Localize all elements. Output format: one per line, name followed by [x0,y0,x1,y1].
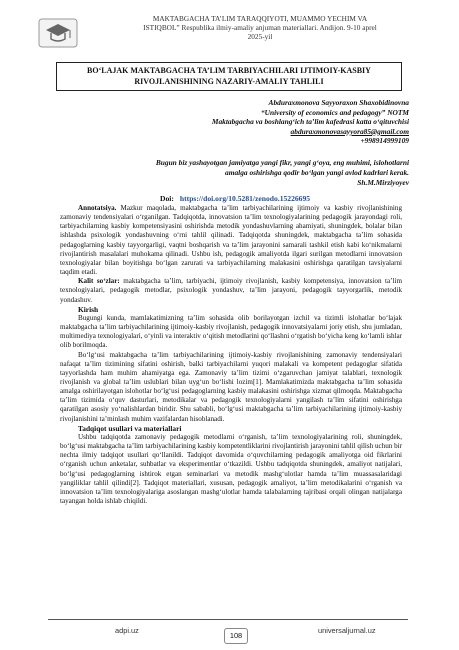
article-body [60,204,402,506]
intro-paragraph-2: Bo‘lg‘usi maktabgacha ta’lim tarbiyachilarining ijtimoiy-kasbiy rivojlanishining zamonaviy tendensiyalari nafaqat ta’lim tizimining sifatini oshirish, balki tarbiyachilarni yuqori malakali va kompetent pedagoglar sifatida tayyorlashda ham muhim ahamiyatga ega. Zamonaviy ta’lim tizimi o‘zgaruvchan jamiyat talablari, texnologik rivojlanish va global ta’lim uslublari bilan uyg‘un bo‘lishi lozim[1]. Mamlakatimizda maktabgacha ta’lim sohasida amalga oshirilayotgan islohotlar bo‘lg‘usi pedagoglarning kasbiy malakasini oshirishga xizmat qilmoqda. Maktabgacha ta’lim tizimida o‘quv dasturlari, metodikalar va pedagogik texnologiyalarni yangilash ta’lim sifatini oshirishga qaratilgan asosiy yo‘nalishlardan biridir. Shu sababli, bo‘lg‘usi maktabgacha ta’lim tarbiyachilarining ijtimoiy-kasbiy rivojlanishini ta’minlash muhim vazifalardan hisoblanadi. [60,350,402,423]
epigraph-source: Sh.M.Mirziyoyev [357,178,409,187]
footer-site-left[interactable]: adpi.uz [115,626,139,635]
journal-header-line1: MAKTABGACHA TA’LIM TARAQQIYOTI, MUAMMO YECHIM VA [152,14,368,23]
keywords-text: maktabgacha ta’lim, tarbiyachi, ijtimoiy rivojlanish, kasbiy kompetensiya, innovatsion ta’lim texnologiyalari, pedagogik metodlar, psixologik yondashuv, ta’lim jarayoni, pedagogik tayyorgarlik, metodik yondashuv. [60,277,402,304]
page-number: 108 [224,628,248,644]
epigraph-line2: amalga oshirishga qodir bo‘lgan yangi avlod kadrlari kerak. [225,168,409,177]
footer-site-right[interactable]: universaljurnal.uz [318,626,376,635]
methods-paragraph-1: Ushbu tadqiqotda zamonaviy pedagogik metodlarni o‘rganish, ta’lim texnologiyalarining roli, shuningdek, bo‘lg‘usi maktabgacha ta’lim tarbiyachilarining kasbiy kompetentliklarini rivojlantirish jarayonini tahlil qilish uchun bir nechta ilmiy tadqiqot usullari qo‘llanildi. Tadqiqot davomida o‘quvchilarning pedagogik amaliyotga oid fikrlarini o‘rganish uchun anketalar, suhbatlar va eksperimentlar o‘tkazildi. Ushbu tadqiqotda shuningdek, amaliyot natijalari, bo‘lg‘usi pedagoglarning ishtirok etgan seminarlari va metodik mashg‘ulotlar hamda ta’lim muassasalaridagi yangiliklar tahlil qilindi[2]. Tadqiqot materiallari, xususan, pedagogik amaliyot, ta’lim metodikalarini o‘rganish va innovatsion ta’lim texnologiyalariga asoslangan mashg‘ulotlar hamda talabalarning tajribasi orqali olingan natijalarga tayangan holda ishlab chiqildi. [60,432,402,505]
author-phone: +998914999109 [360,136,409,146]
keywords-paragraph [60,277,402,304]
abstract-label: Annotatsiya. [78,204,117,212]
doi-line [160,194,410,203]
doi-link[interactable]: https://doi.org/10.5281/zenodo.15226695 [179,194,311,203]
journal-header-line2: ISTIQBOL” Respublika ilmiy-amaliy anjuman materiallari. Andijon. 9-10 aprel [143,23,377,32]
footer-divider [48,619,408,620]
author-block [109,98,409,146]
epigraph-line1: Bugun biz yashayotgan jamiyatga yangi fikr, yangi g‘oya, eng muhimi, islohotlarni [155,158,409,167]
article-title-line1: BO‘LAJAK MAKTABGACHA TA’LIM TARBIYACHILARI IJTIMOIY-KASBIY [87,66,371,75]
methods-heading: Tadqiqot usullari va materiallari [78,423,182,433]
journal-logo [38,18,78,48]
author-email-link[interactable]: abduraxmonovasayyora85@gmail.com [290,126,409,136]
author-affiliation: “University of economics and pedagogy” NOTM [260,107,409,117]
keywords-label: Kalit so‘zlar: [78,277,120,286]
author-position: Maktabgacha va boshlang‘ich ta’lim kafedrasi katta o‘qituvchisi [211,117,409,127]
intro-paragraph-1: Bugungi kunda, mamlakatimizning ta’lim sohasida olib borilayotgan izchil va tizimli islohatlar bo‘lajak maktabgacha ta’lim tarbiyachilarining ijtimoiy-kasbiy rivojlanish, pedagogik innovatsiyalarni joriy etish, shu jumladan, multimediya texnologiyalari, o‘yinli va interaktiv o‘qitish metodlarini qo‘llashni o‘rgatish bo‘yicha keng ko‘lamli ishlar olib borilmoqda. [60,313,402,350]
article-title-line2: RIVOJLANISHINING NAZARIY-AMALIY TAHLILI [134,77,324,86]
doi-label: Doi: [160,194,174,203]
abstract-text: Mazkur maqolada, maktabgacha ta’lim tarbiyachilarining ijtimoiy va kasbiy rivojlanishining zamonaviy tendensiyalari o‘rganilgan. Tadqiqotda, innovatsion ta’lim texnologiyalarining pedagogik jarayondagi roli, tarbiyachilarning kasbiy kompetensiyasini oshirishda metodik yondashuvlarning ahamiyati, shuningdek, bolalar bilan ishlashda psixologik yondashuvning o‘rni tahlil qilinadi. Tadqiqotda shuningdek, maktabgacha ta’lim sohasida pedagoglarning kasbiy tayyorgarligi, vaqtni boshqarish va ta’lim jarayonini samarali tashkil etish kabi ko‘nikmalarni rivojlantirish masalalari muhokama qilinadi. Ushbu ish, pedagogik amaliyotda ilgari surilgan metodlarni innovatsion texnologiyalar bilan boyitishga bo‘lgan zarurati va tarbiyachilarning malakasini oshirishga qaratilgan tavsiyalarni taqdim etadi. [60,204,402,277]
abstract-paragraph [60,204,402,277]
journal-header [90,14,430,41]
intro-heading: Kirish [78,304,99,314]
journal-header-line3: 2025-yil [247,32,273,41]
epigraph [59,158,409,188]
author-name: Abduraxmonova Sayyoraxon Shaxobidinovna [268,98,409,107]
article-title [56,62,402,91]
